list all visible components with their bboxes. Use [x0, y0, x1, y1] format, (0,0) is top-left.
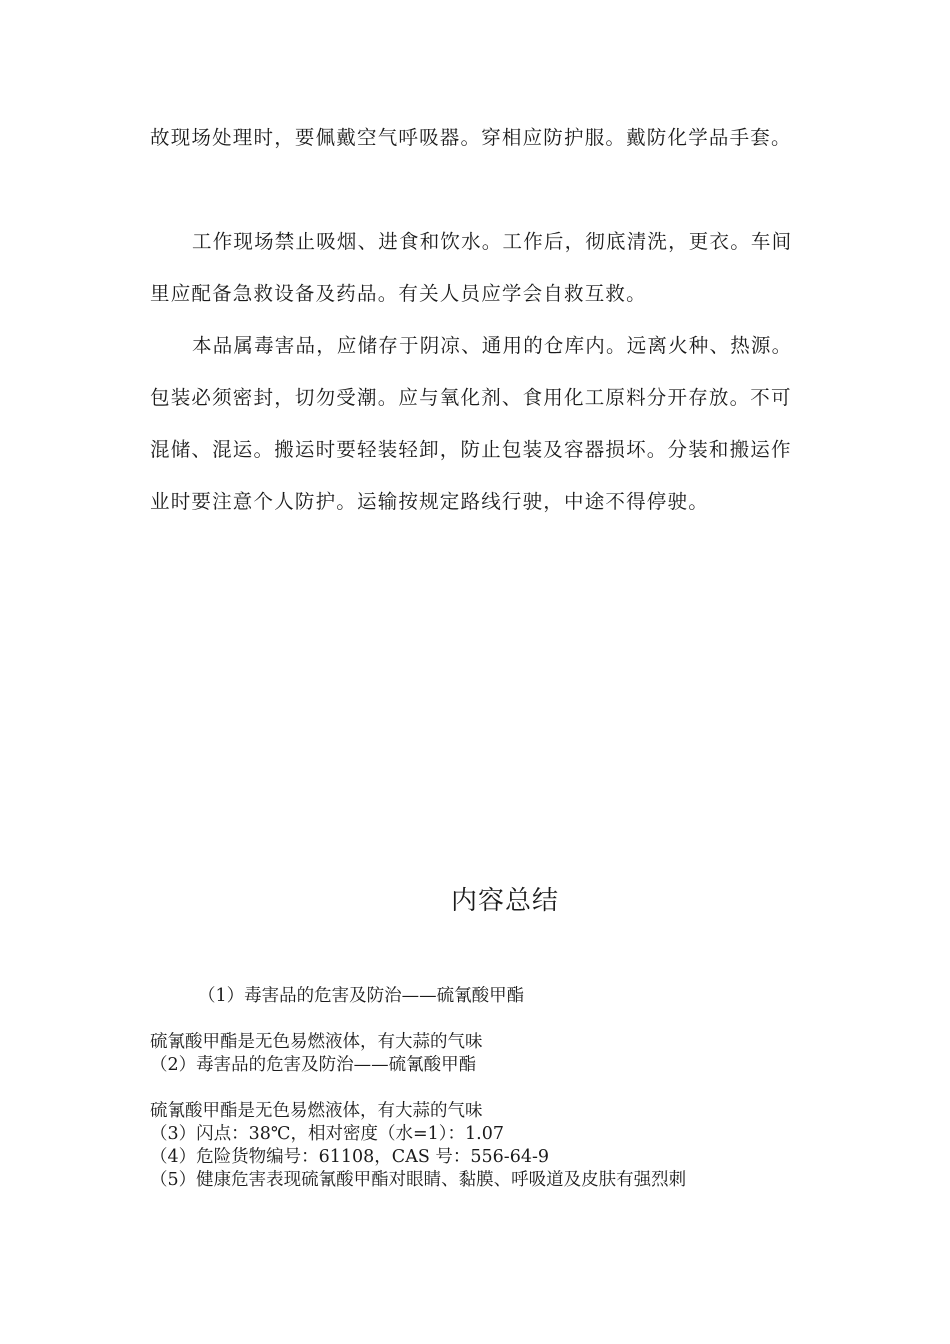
- summary-item-4: （4）危险货物编号：61108，CAS 号：556-64-9: [150, 1147, 550, 1167]
- paragraph-text: 工作现场禁止吸烟、进食和饮水。工作后，彻底清洗，更衣。车间里应配备急救设备及药品。有关人员应学会自救互救。: [150, 230, 793, 305]
- summary-list: [150, 985, 850, 1192]
- summary-title: 内容总结: [450, 886, 559, 916]
- body-paragraph-1: [150, 112, 800, 164]
- body-paragraph-3: [150, 320, 800, 528]
- body-paragraph-2: [150, 216, 800, 320]
- summary-item-2: （2）毒害品的危害及防治——硫氰酸甲酯: [150, 1055, 477, 1075]
- summary-item-5: （5）健康危害表现硫氰酸甲酯对眼睛、黏膜、呼吸道及皮肤有强烈刺: [150, 1170, 687, 1190]
- paragraph-text: 本品属毒害品，应储存于阴凉、通用的仓库内。远离火种、热源。包装必须密封，切勿受潮。应与氧化剂、食用化工原料分开存放。不可混储、混运。搬运时要轻装轻卸，防止包装及容器损坏。分装和搬运作业时要注意个人防护。运输按规定路线行驶，中途不得停驶。: [150, 334, 793, 513]
- summary-item-3: （3）闪点：38℃，相对密度（水=1）：1.07: [150, 1124, 504, 1144]
- summary-item-1: （1）毒害品的危害及防治——硫氰酸甲酯: [198, 986, 525, 1006]
- paragraph-text: 故现场处理时，要佩戴空气呼吸器。穿相应防护服。戴防化学品手套。: [150, 126, 792, 149]
- summary-item-2-desc: 硫氰酸甲酯是无色易燃液体，有大蒜的气味: [150, 1101, 483, 1121]
- summary-item-1-desc: 硫氰酸甲酯是无色易燃液体，有大蒜的气味: [150, 1032, 483, 1052]
